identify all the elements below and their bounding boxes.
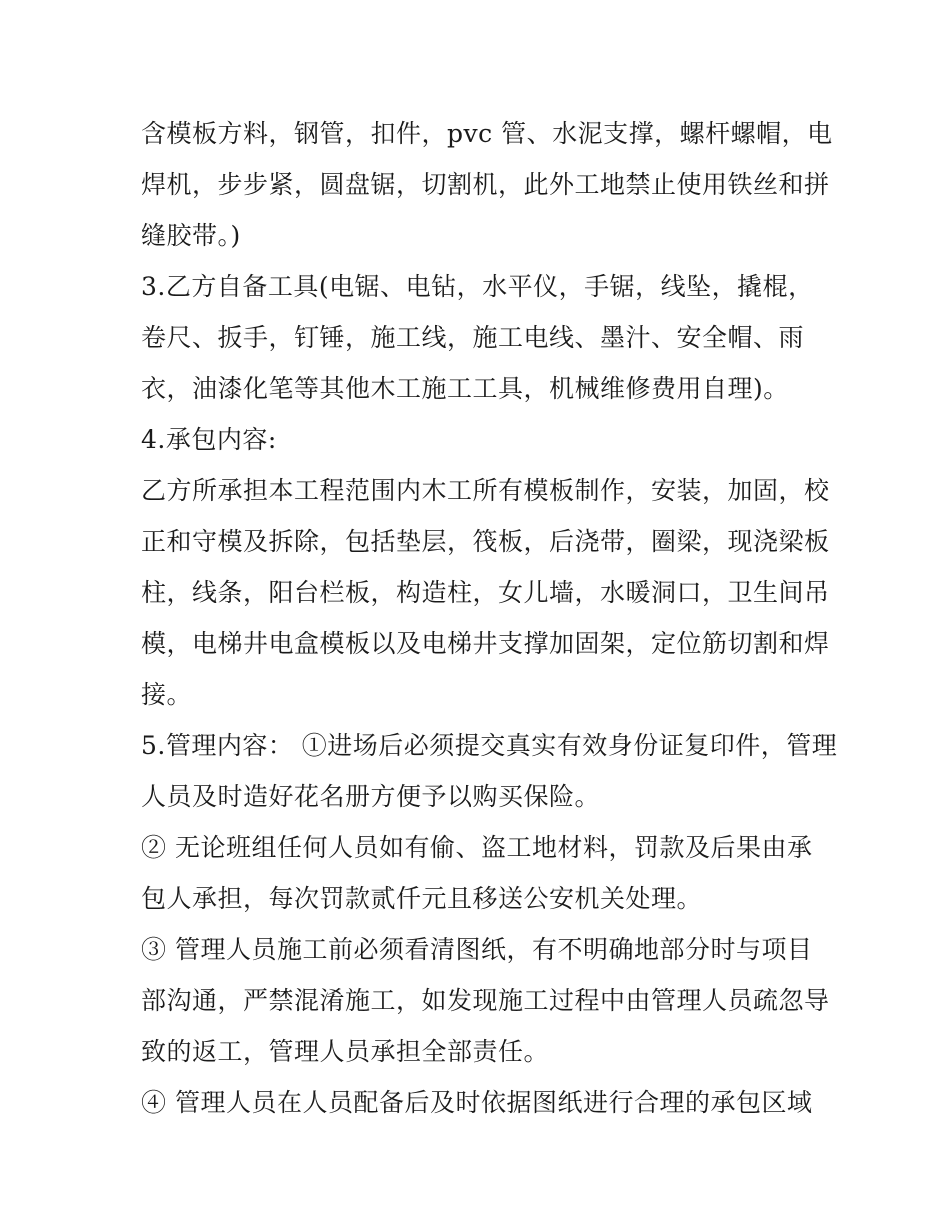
text-line: 卷尺、扳手，钉锤，施工线，施工电线、墨汁、安全帽、雨 xyxy=(141,323,805,352)
text-line: 焊机，步步紧，圆盘锯，切割机，此外工地禁止使用铁丝和拼 xyxy=(141,170,830,199)
section-4-heading: 4.承包内容: xyxy=(141,425,277,454)
text-line: 衣，油漆化笔等其他木工施工工具，机械维修费用自理)。 xyxy=(141,374,789,403)
item-3-line: ③ 管理人员施工前必须看清图纸，有不明确地部分时与项目 xyxy=(141,935,813,964)
item-4-line: ④ 管理人员在人员配备后及时依据图纸进行合理的承包区域 xyxy=(141,1088,813,1117)
text-line: 含模板方料，钢管，扣件，pvc 管、水泥支撑，螺杆螺帽，电 xyxy=(141,119,833,148)
text-line: 乙方所承担本工程范围内木工所有模板制作，安装，加固，校 xyxy=(141,476,830,505)
body-text xyxy=(141,108,838,1128)
text-line: 接。 xyxy=(141,680,193,709)
text-line: 部沟通，严禁混淆施工，如发现施工过程中由管理人员疏忽导 xyxy=(141,986,830,1015)
text-line: 人员及时造好花名册方便予以购买保险。 xyxy=(141,782,601,811)
text-line: 缝胶带。) xyxy=(141,221,241,250)
text-line: 模，电梯井电盒模板以及电梯井支撑加固架，定位筋切割和焊 xyxy=(141,629,830,658)
text-line: 致的返工，管理人员承担全部责任。 xyxy=(141,1037,550,1066)
text-line: 包人承担，每次罚款贰仟元且移送公安机关处理。 xyxy=(141,884,703,913)
text-line: 正和守模及拆除，包括垫层，筏板，后浇带，圈梁，现浇梁板 xyxy=(141,527,830,556)
section-3-heading: 3.乙方自备工具(电锯、电钻，水平仪，手锯，线坠，撬棍， xyxy=(141,272,814,301)
item-2-line: ② 无论班组任何人员如有偷、盗工地材料，罚款及后果由承 xyxy=(141,833,813,862)
section-5-heading: 5.管理内容： ①进场后必须提交真实有效身份证复印件，管理 xyxy=(141,731,838,760)
text-line: 柱，线条，阳台栏板，构造柱，女儿墙，水暖洞口，卫生间吊 xyxy=(141,578,830,607)
